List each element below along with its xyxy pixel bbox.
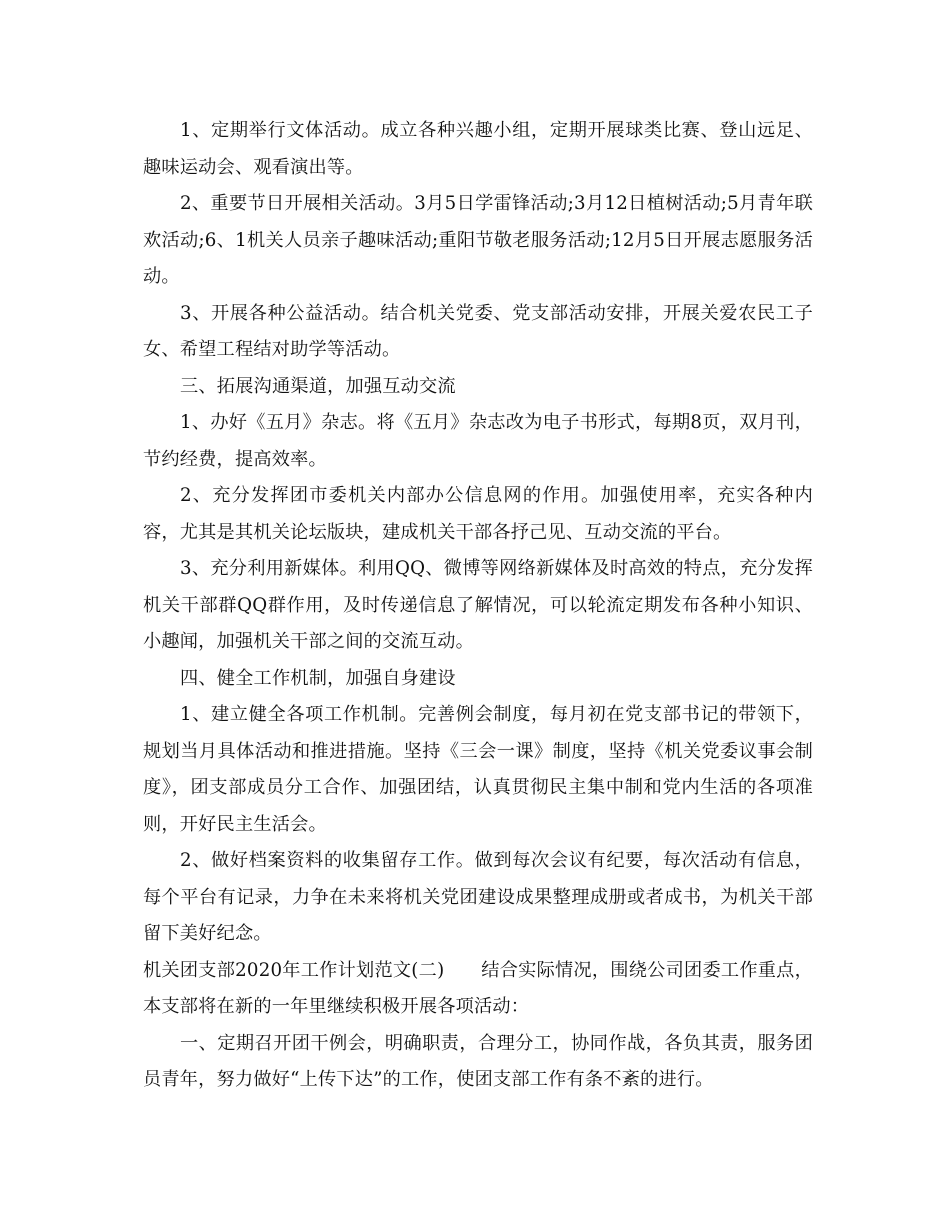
paragraph-activities-sports: 1、定期举行文体活动。成立各种兴趣小组，定期开展球类比赛、登山远足、趣味运动会、观看演出等。: [143, 120, 813, 178]
paragraph-new-media: 3、充分利用新媒体。利用QQ、微博等网络新媒体及时高效的特点，充分发挥机关干部群QQ群作用，及时传递信息了解情况，可以轮流定期发布各种小知识、小趣闻，加强机关干部之间的交流互动。: [143, 558, 813, 652]
paragraph-intranet: 2、充分发挥团市委机关内部办公信息网的作用。加强使用率，充实各种内容，尤其是其机关论坛版块，建成机关干部各抒己见、互动交流的平台。: [143, 485, 813, 543]
paragraph-public-welfare: 3、开展各种公益活动。结合机关党委、党支部活动安排，开展关爱农民工子女、希望工程结对助学等活动。: [143, 302, 813, 360]
paragraph-plan-two-intro: 机关团支部2020年工作计划范文(二) 结合实际情况，围绕公司团委工作重点，本支部将在新的一年里继续积极开展各项活动：: [143, 959, 813, 1017]
paragraph-regular-meetings: 一、定期召开团干例会，明确职责，合理分工，协同作战，各负其责，服务团员青年，努力做好“上传下达”的工作，使团支部工作有条不紊的进行。: [143, 1032, 813, 1090]
paragraph-holiday-activities: 2、重要节日开展相关活动。3月5日学雷锋活动;3月12日植树活动;5月青年联欢活动;6、1机关人员亲子趣味活动;重阳节敬老服务活动;12月5日开展志愿服务活动。: [143, 193, 813, 287]
paragraph-magazine: 1、办好《五月》杂志。将《五月》杂志改为电子书形式，每期8页，双月刊，节约经费，提高效率。: [143, 412, 813, 470]
section-heading-communication: 三、拓展沟通渠道，加强互动交流: [180, 375, 456, 397]
paragraph-work-mechanism: 1、建立健全各项工作机制。完善例会制度，每月初在党支部书记的带领下，规划当月具体活动和推进措施。坚持《三会一课》制度，坚持《机关党委议事会制度》，团支部成员分工合作、加强团结，认真贯彻民主集中制和党内生活的各项准则，开好民主生活会。: [143, 704, 813, 835]
document-body: [143, 113, 813, 1099]
section-heading-mechanism: 四、健全工作机制，加强自身建设: [180, 667, 456, 689]
paragraph-archives: 2、做好档案资料的收集留存工作。做到每次会议有纪要，每次活动有信息，每个平台有记录，力争在未来将机关党团建设成果整理成册或者成书，为机关干部留下美好纪念。: [143, 850, 813, 944]
